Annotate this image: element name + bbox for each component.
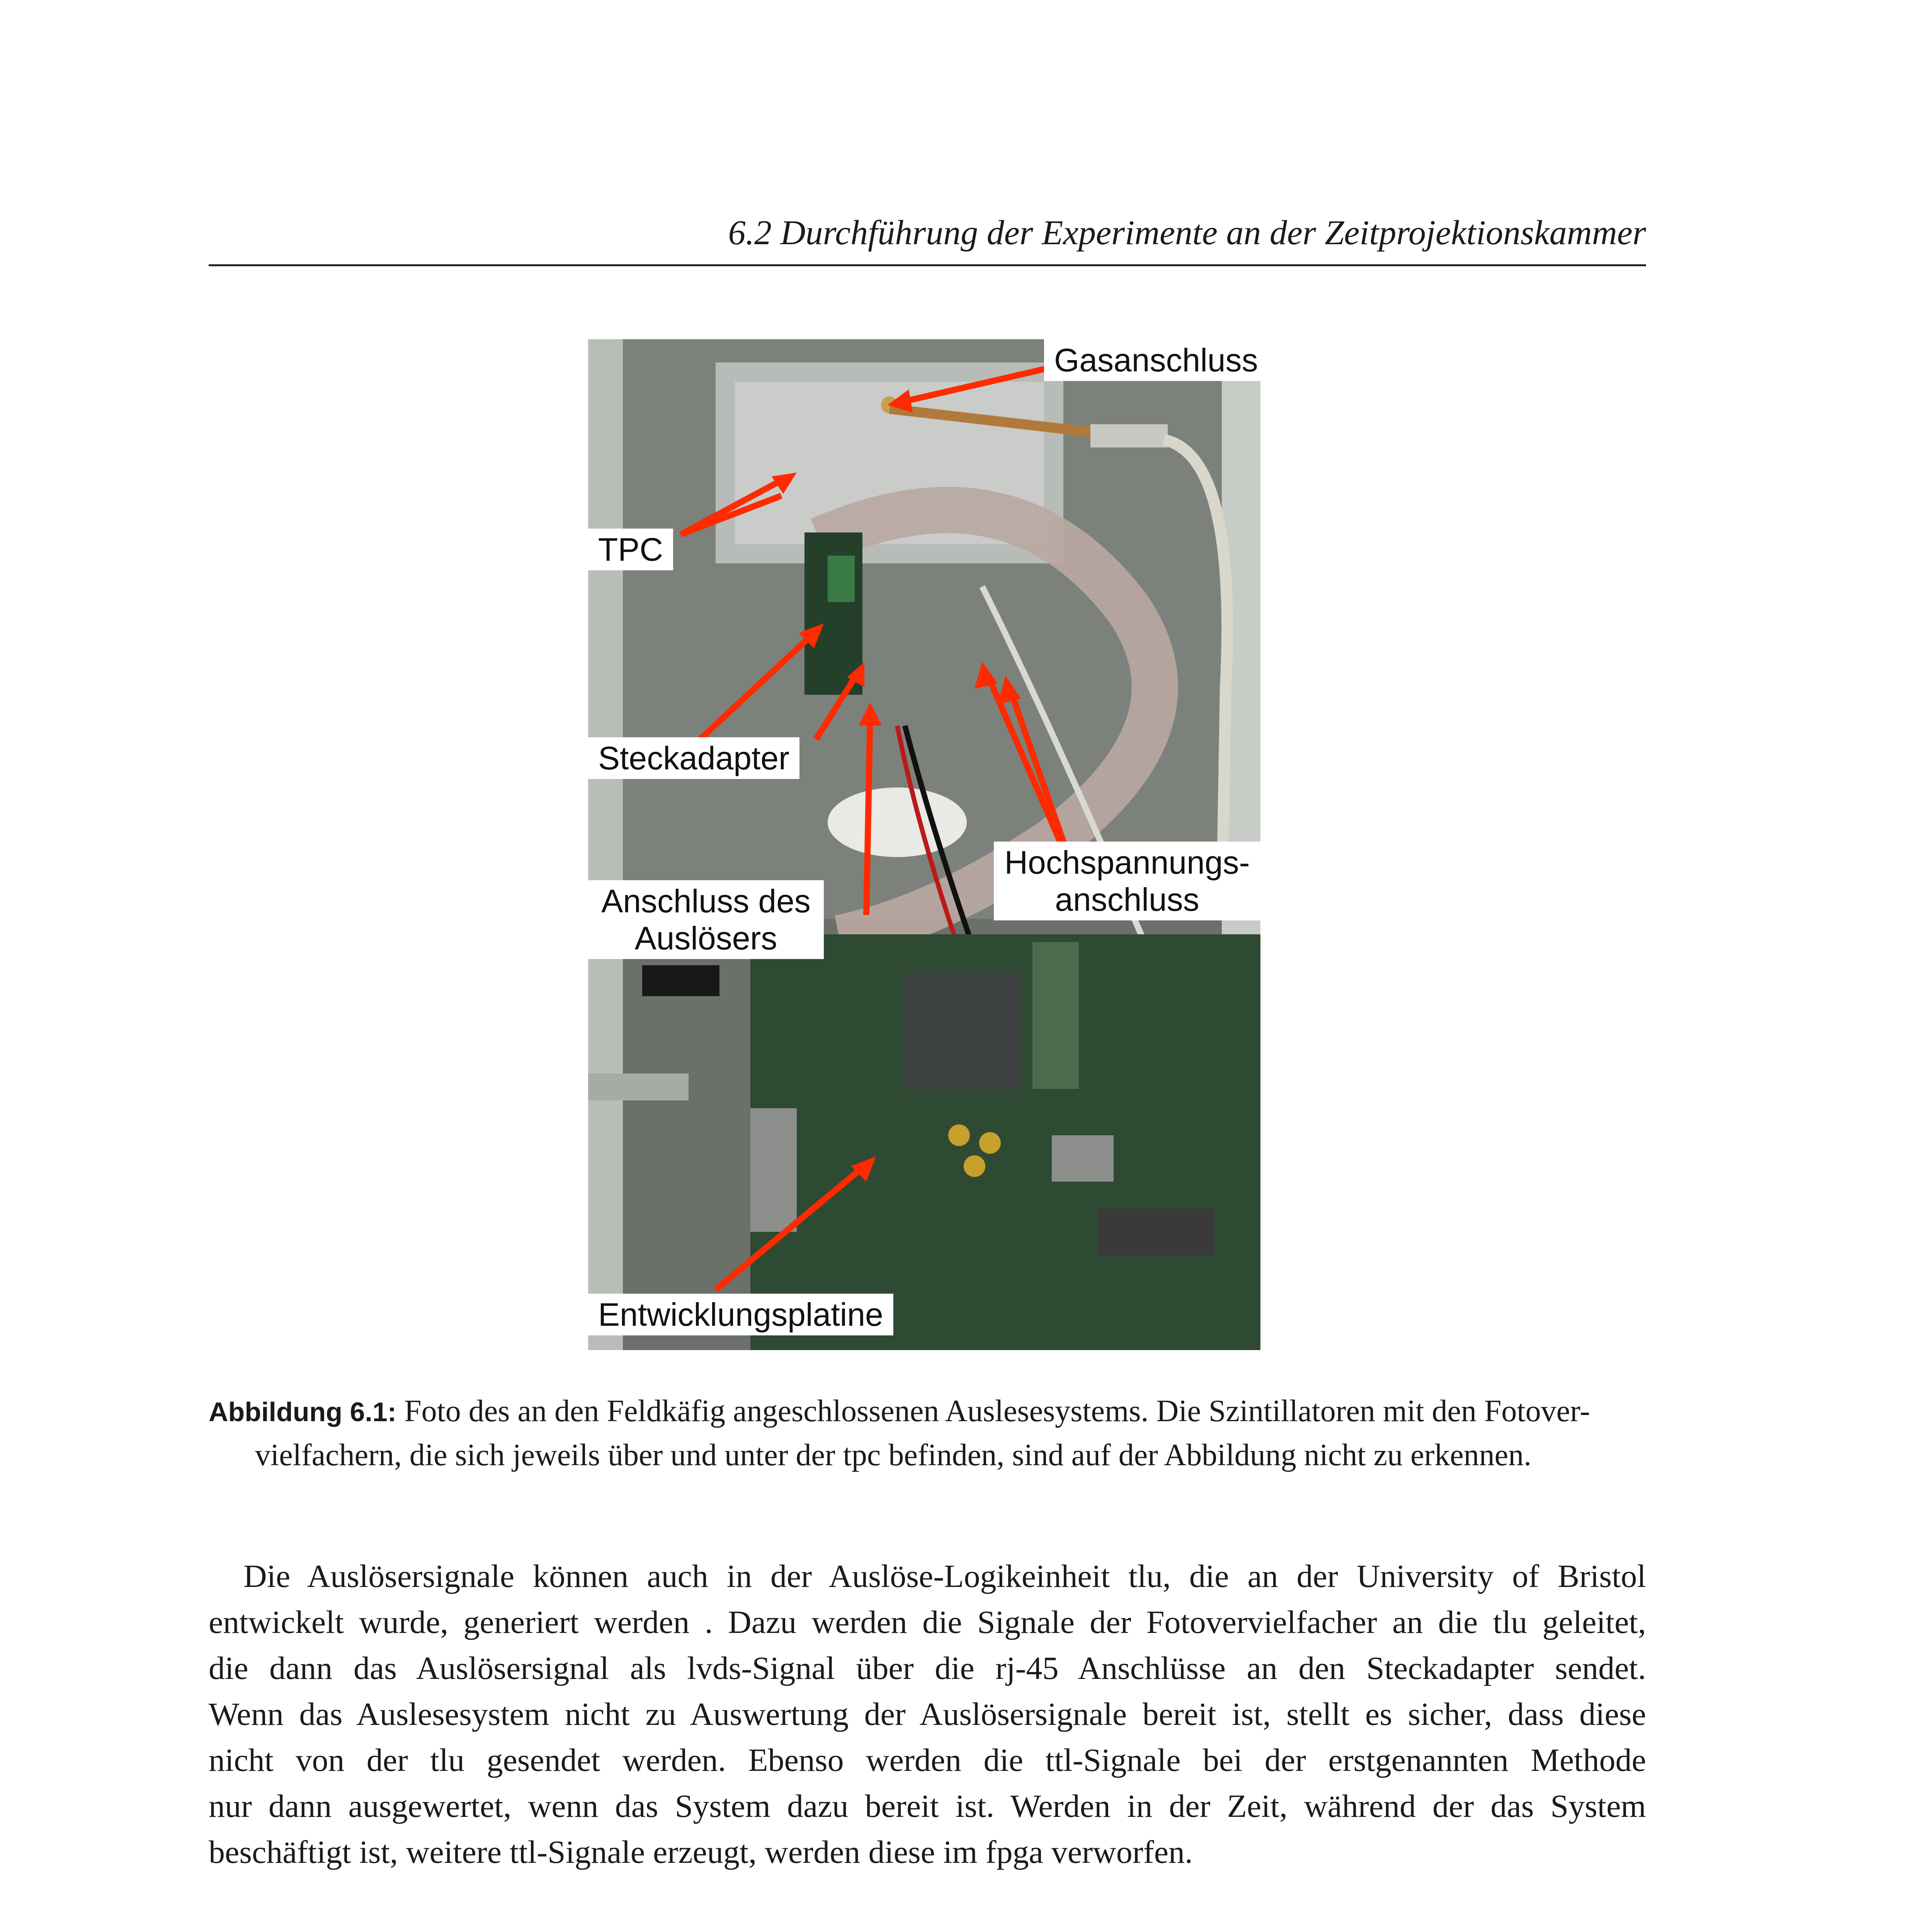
label-entwicklungsplatine: Entwicklungsplatine — [588, 1294, 893, 1335]
label-gasanschluss: Gasanschluss — [1044, 339, 1260, 381]
text-line: nur dann ausgewertet, wenn das System dazu bereit ist. Werden in der Zeit, während der das System — [209, 1788, 1646, 1824]
text-line: Wenn das Auslesesystem nicht zu Auswertung der Auslösersignale bereit ist, stellt es sicher, dass diese — [209, 1696, 1646, 1732]
label-steckadapter: Steckadapter — [588, 737, 799, 779]
figure-photo — [588, 339, 1260, 1350]
text-line: entwickelt wurde, generiert werden . Dazu werden die Signale der Fotovervielfacher an die tlu geleitet, — [209, 1604, 1646, 1640]
header-rule — [209, 264, 1646, 266]
text-line: die dann das Auslösersignal als lvds-Signal über die rj-45 Anschlüsse an den Steckadapter sendet. — [209, 1650, 1646, 1686]
label-hv-line2: anschluss — [1055, 881, 1199, 918]
caption-label: Abbildung 6.1: — [209, 1397, 397, 1427]
running-header: 6.2 Durchführung der Experimente an der Zeitprojektionskammer — [728, 214, 1646, 252]
text-line: beschäftigt ist, weitere ttl-Signale erzeugt, werden diese im fpga verworfen. — [209, 1834, 1193, 1870]
label-hv-line1: Hochspannungs- — [1004, 844, 1250, 881]
text-line: nicht von der tlu gesendet werden. Ebenso werden die ttl-Signale bei der erstgenannten Methode — [209, 1742, 1646, 1778]
text-line: Die Auslösersignale können auch in der Auslöse-Logikeinheit tlu, die an der University of Bristol — [243, 1558, 1646, 1594]
paragraph-ausloesersignale — [209, 1553, 1646, 1875]
label-trig-line2: Auslösers — [634, 920, 777, 956]
label-anschluss-ausloeser — [588, 880, 824, 959]
label-hochspannungsanschluss — [994, 842, 1260, 920]
figure-caption — [209, 1389, 1646, 1477]
caption-line2: vielfachern, die sich jeweils über und unter der tpc befinden, sind auf der Abbildung nicht zu erkennen. — [255, 1438, 1532, 1472]
caption-line1: Foto des an den Feldkäfig angeschlossenen Auslesesystems. Die Szintillatoren mit den Fotover- — [404, 1394, 1590, 1428]
label-tpc: TPC — [588, 529, 673, 570]
label-trig-line1: Anschluss des — [601, 883, 811, 919]
